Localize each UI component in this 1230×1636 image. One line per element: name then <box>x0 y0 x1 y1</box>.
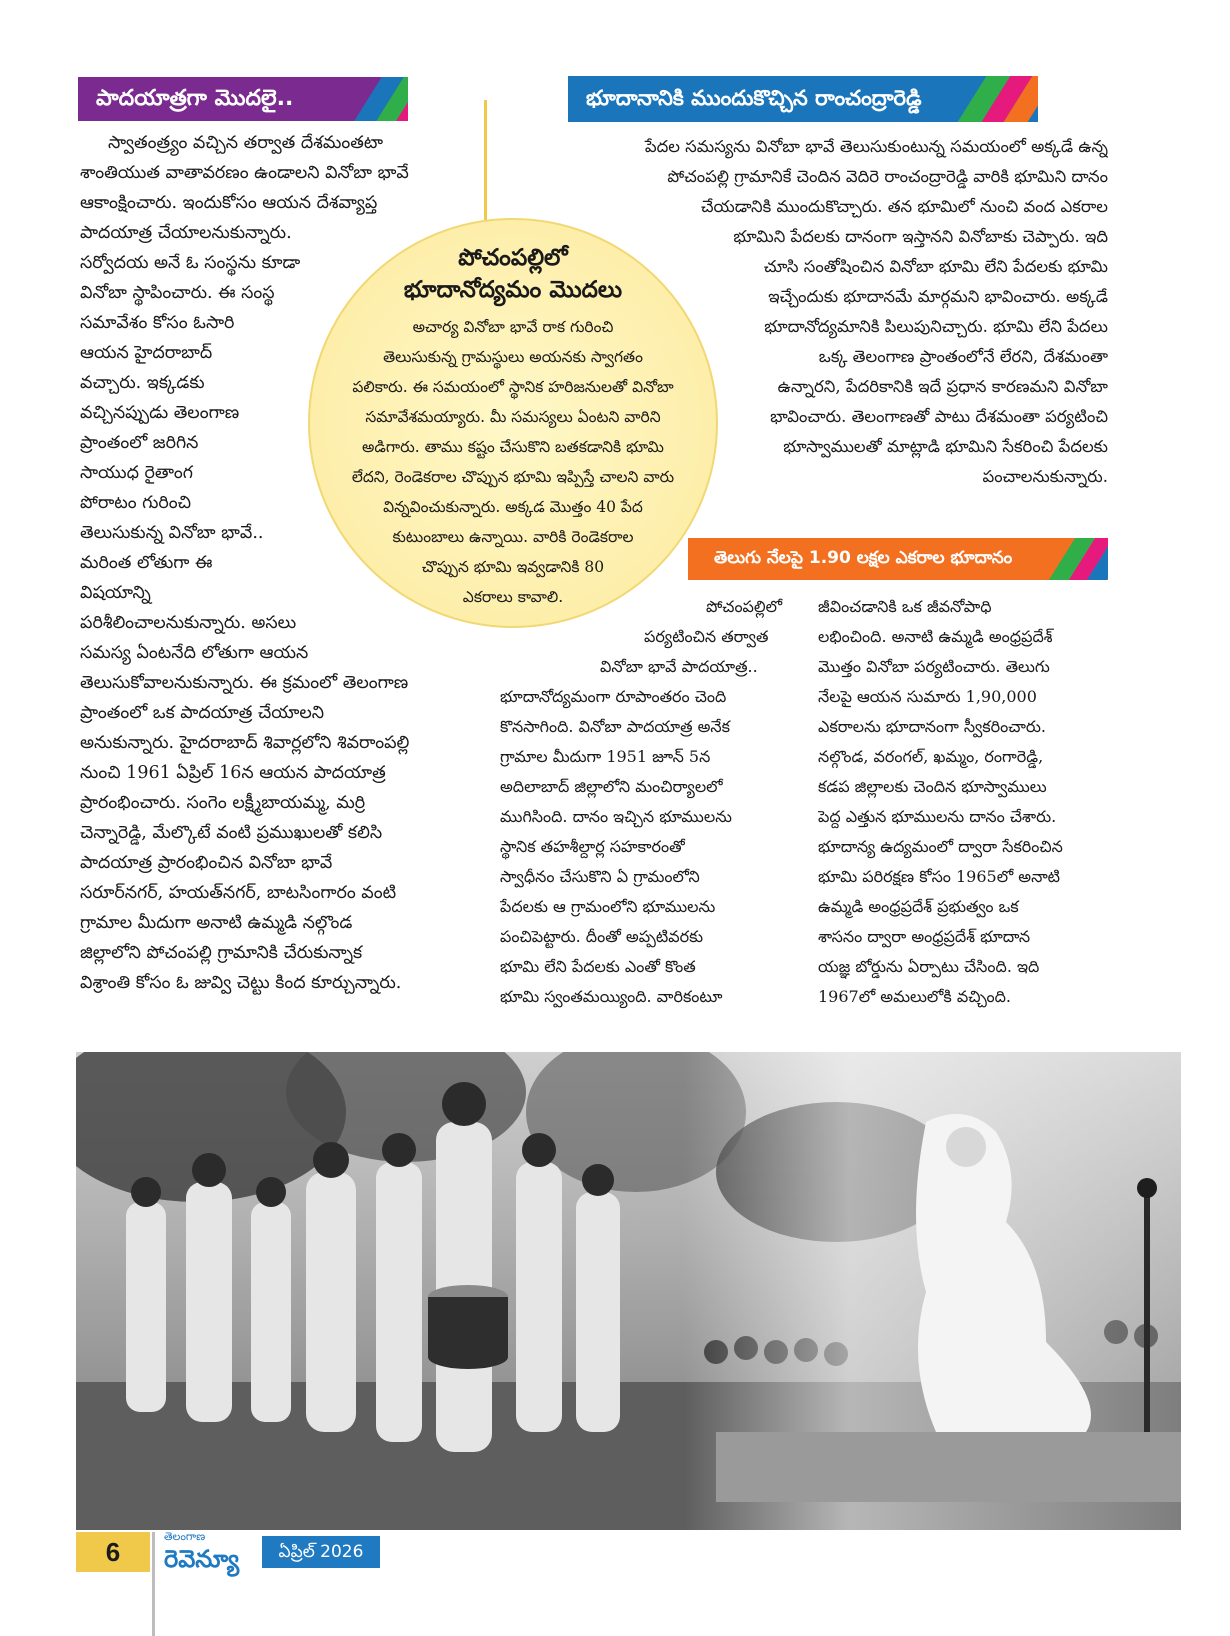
text-line: ప్రాంతంలో ఒక పాదయాత్ర చేయాలని <box>80 703 325 723</box>
text-line: ఇచ్చేందుకు భూదానమే మార్గమని భావించారు. అక్కడే <box>768 287 1108 306</box>
text-line: కొనసాగింది. వినోబా పాదయాత్ర అనేక <box>500 717 730 736</box>
text-line: సమావేశమయ్యారు. మీ సమస్యలు ఏంటని వారిని <box>365 408 661 426</box>
text-line: భూదాన్య ఉద్యమంలో ద్వారా సేకరించిన <box>818 837 1063 856</box>
text-line: ఉన్నారని, పేదరికానికి ఇదే ప్రధాన కారణమని వినోబా <box>777 377 1108 396</box>
text-line: లభించింది. అనాటి ఉమ్మడి అంధ్రప్రదేశ్ <box>818 627 1053 646</box>
page-number-box <box>76 1532 150 1572</box>
text-line: చొప్పున భూమి ఇవ్వడానికి 80 <box>421 558 605 576</box>
text-line: వచ్చారు. ఇక్కడకు <box>80 373 205 393</box>
text-line: ఎకరాలు కావాలి. <box>462 588 564 606</box>
text-line: వచ్చినప్పుడు తెలంగాణ <box>80 403 240 423</box>
text-line: పంచిపెట్టారు. దీంతో అప్పటివరకు <box>500 927 703 946</box>
text-line: పాదయాత్ర ప్రారంభించిన వినోబా భావే <box>80 853 333 873</box>
text-line: జీవించడానికి ఒక జీవనోపాధి <box>818 597 992 616</box>
brand-logo <box>164 1530 264 1580</box>
text-line: నుంచి 1961 ఏప్రిల్ 16న ఆయన పాదయాత్ర <box>80 763 386 783</box>
text-line: పెద్ద ఎత్తున భూములను దానం చేశారు. <box>818 807 1057 826</box>
section-header-bhudanam <box>688 538 1108 580</box>
text-line: ఆకాంక్షించారు. ఇందుకోసం ఆయన దేశవ్యాప్త <box>80 193 378 213</box>
text-line: భూదానోద్యమానికి పిలుపునిచ్చారు. భూమి లేని పేదలు <box>764 317 1108 336</box>
text-line: పేదల సమస్యను వినోబా భావే తెలుసుకుంటున్న సమయంలో అక్కడే ఉన్న <box>644 137 1108 156</box>
text-line: ఎకరాలను భూదానంగా స్వీకరించారు. <box>818 717 1047 736</box>
text-line: పాదయాత్ర చేయాలనుకున్నారు. <box>80 223 292 243</box>
text-line: చేయడానికి ముందుకొచ్చారు. తన భూమిలో నుంచి వంద ఎకరాల <box>700 197 1108 216</box>
brand-small: తెలంగాణ <box>164 1530 206 1543</box>
text-line: తెలుసుకోవాలనుకున్నారు. ఈ క్రమంలో తెలంగాణ <box>80 673 409 693</box>
text-line: గ్రామాల మీదుగా 1951 జూన్ 5న <box>500 747 711 766</box>
text-line: తెలుసుకున్న వినోబా భావే.. <box>80 523 264 543</box>
text-line: చూసి సంతోషించిన వినోబా భూమి లేని పేదలకు భూమి <box>763 257 1108 276</box>
right-column-text <box>500 132 1108 492</box>
text-line: భూస్వాములతో మాట్లాడి భూమిని సేకరించి పేదలకు <box>783 437 1108 456</box>
circle-title-line: భూదానోద్యమం మొదలు <box>403 277 623 303</box>
text-line: శాంతియుత వాతావరణం ఉండాలని వినోబా భావే <box>80 163 409 183</box>
section-header-text: తెలుగు నేలపై 1.90 లక్షల ఎకరాల భూదానం <box>714 548 1013 568</box>
text-line: పర్యటించిన తర్వాత <box>644 627 769 646</box>
text-line: పోచంపల్లి గ్రామానికే చెందిన వెదిరె రాంచంద్రారెడ్డి వారికి భూమిని దానం <box>667 167 1108 186</box>
text-line: భూమిని పేదలకు దానంగా ఇస్తానని వినోబాకు చెప్పారు. ఇది <box>733 227 1108 246</box>
text-line: స్థానిక తహశీల్దార్ల సహకారంతో <box>500 837 685 856</box>
text-line: నల్గొండ, వరంగల్, ఖమ్మం, రంగారెడ్డి, <box>818 747 1044 766</box>
text-line: సర్వోదయ అనే ఓ సంస్థను కూడా <box>80 253 301 273</box>
section-header-text: భూదానానికి ముందుకొచ్చిన రాంచంద్రారెడ్డి <box>586 86 922 110</box>
text-line: యజ్ఞ బోర్డును ఏర్పాటు చేసింది. ఇది <box>818 957 1040 976</box>
historical-photo <box>76 1052 1181 1530</box>
text-line: పోరాటం గురించి <box>80 493 192 513</box>
text-line: సాయుధ రైతాంగ <box>80 463 193 483</box>
text-line: తెలుసుకున్న గ్రామస్థులు అయనకు స్వాగతం <box>383 348 643 366</box>
text-line: అడిగారు. తాము కష్టం చేసుకొని బతకడానికి భూమి <box>362 438 664 456</box>
text-line: జిల్లాలోని పోచంపల్లి గ్రామానికి చేరుకున్నాక <box>80 943 363 963</box>
text-line: చెన్నారెడ్డి, మేల్కొటే వంటి ప్రముఖులతో కలిసి <box>80 823 383 843</box>
text-line: అనుకున్నారు. హైదరాబాద్ శివార్లలోని శివరాంపల్లి <box>80 733 410 753</box>
text-line: వినోబా భావే పాదయాత్ర.. <box>600 657 758 676</box>
text-line: భూమి స్వంతమయ్యింది. వారికంటూ <box>500 987 723 1006</box>
text-line: అచార్య వినోబా భావే రాక గురించి <box>412 318 614 336</box>
text-line: పలికారు. ఈ సమయంలో స్థానిక హరిజనులతో వినోబా <box>352 378 674 396</box>
bottom-column-2-text <box>818 592 1128 1012</box>
text-line: ముగిసింది. దానం ఇచ్చిన భూములను <box>500 807 732 826</box>
issue-date-box <box>262 1536 380 1568</box>
text-line: నేలపై ఆయన సుమారు 1,90,000 <box>818 687 1037 706</box>
text-line: వినోబా స్థాపించారు. ఈ సంస్థ <box>80 283 275 303</box>
text-line: కుటుంబాలు ఉన్నాయి. వారికి రెండెకరాల <box>392 528 634 546</box>
text-line: లేదని, రెండెకరాల చొప్పున భూమి ఇప్పిస్తే చాలని వారు <box>351 468 675 486</box>
text-line: ఆయన హైదరాబాద్ <box>80 343 213 363</box>
text-line: ప్రాంతంలో జరిగిన <box>80 433 199 453</box>
photo-illustration <box>76 1052 1181 1530</box>
text-line: స్వాధీనం చేసుకొని ఏ గ్రామంలోని <box>500 867 700 886</box>
text-line: సమస్య ఏంటనేది లోతుగా ఆయన <box>80 643 309 663</box>
brand-name: రెవెన్యూ <box>164 1545 240 1573</box>
text-line: ఉమ్మడి అంధ్రప్రదేశ్ ప్రభుత్వం ఒక <box>818 897 1019 916</box>
text-line: గ్రామాల మీదుగా అనాటి ఉమ్మడి నల్గొండ <box>80 913 353 933</box>
text-line: సరూర్‌నగర్, హయత్‌నగర్, బాటసింగారం వంటి <box>80 883 397 903</box>
text-line: విషయాన్ని <box>80 583 151 603</box>
text-line: స్వాతంత్ర్యం వచ్చిన తర్వాత దేశమంతటా <box>108 133 383 153</box>
text-line: పంచాలనుకున్నారు. <box>982 467 1108 486</box>
text-line: ప్రారంభించారు. సంగెం లక్ష్మీబాయమ్మ, మర్రి <box>80 793 366 813</box>
text-line: 1967లో అమలులోకి వచ్చింది. <box>818 987 1011 1006</box>
bottom-column-1-text <box>500 592 820 1012</box>
text-line: భూమి లేని పేదలకు ఎంతో కొంత <box>500 957 696 976</box>
text-line: అదిలాబాద్ జిల్లాలోని మంచిర్యాలలో <box>500 777 723 796</box>
text-line: పేదలకు ఆ గ్రామంలోని భూములను <box>500 897 716 916</box>
text-line: విశ్రాంతి కోసం ఓ జువ్వి చెట్టు కింద కూర్చున్నారు. <box>80 973 402 993</box>
text-line: సమావేశం కోసం ఓసారి <box>80 313 235 333</box>
text-line: కడప జిల్లాలకు చెందిన భూస్వాములు <box>818 777 1047 796</box>
text-line: భూదానోద్యమంగా రూపాంతరం చెంది <box>500 687 727 706</box>
section-header-padayatra <box>78 77 408 121</box>
text-line: విన్నవించుకున్నారు. అక్కడ మొత్తం 40 పేద <box>383 498 643 516</box>
text-line: భూమి పరిరక్షణ కోసం 1965లో అనాటి <box>818 867 1061 886</box>
section-header-text: పాదయాత్రగా మొదలై.. <box>96 86 294 111</box>
text-line: మరింత లోతుగా ఈ <box>80 553 213 573</box>
text-line: పోచంపల్లిలో <box>706 597 783 616</box>
footer-bar-line <box>152 1532 155 1636</box>
text-line: పరిశీలించాలనుకున్నారు. అసలు <box>80 613 297 633</box>
page-number: 6 <box>105 1537 121 1567</box>
text-line: భావించారు. తెలంగాణతో పాటు దేశమంతా పర్యటించి <box>770 407 1108 426</box>
text-line: శాసనం ద్వారా అంధ్రప్రదేశ్ భూదాన <box>818 927 1031 946</box>
circle-title-line: పోచంపల్లిలో <box>458 245 568 271</box>
text-line: మొత్తం వినోబా పర్యటించారు. తెలుగు <box>818 657 1050 676</box>
text-line: ఒక్క తెలంగాణ ప్రాంతంలోనే లేరని, దేశమంతా <box>818 347 1108 366</box>
issue-date: ఏప్రిల్ 2026 <box>278 1542 364 1562</box>
section-header-ramchandra-reddy <box>568 76 1038 122</box>
